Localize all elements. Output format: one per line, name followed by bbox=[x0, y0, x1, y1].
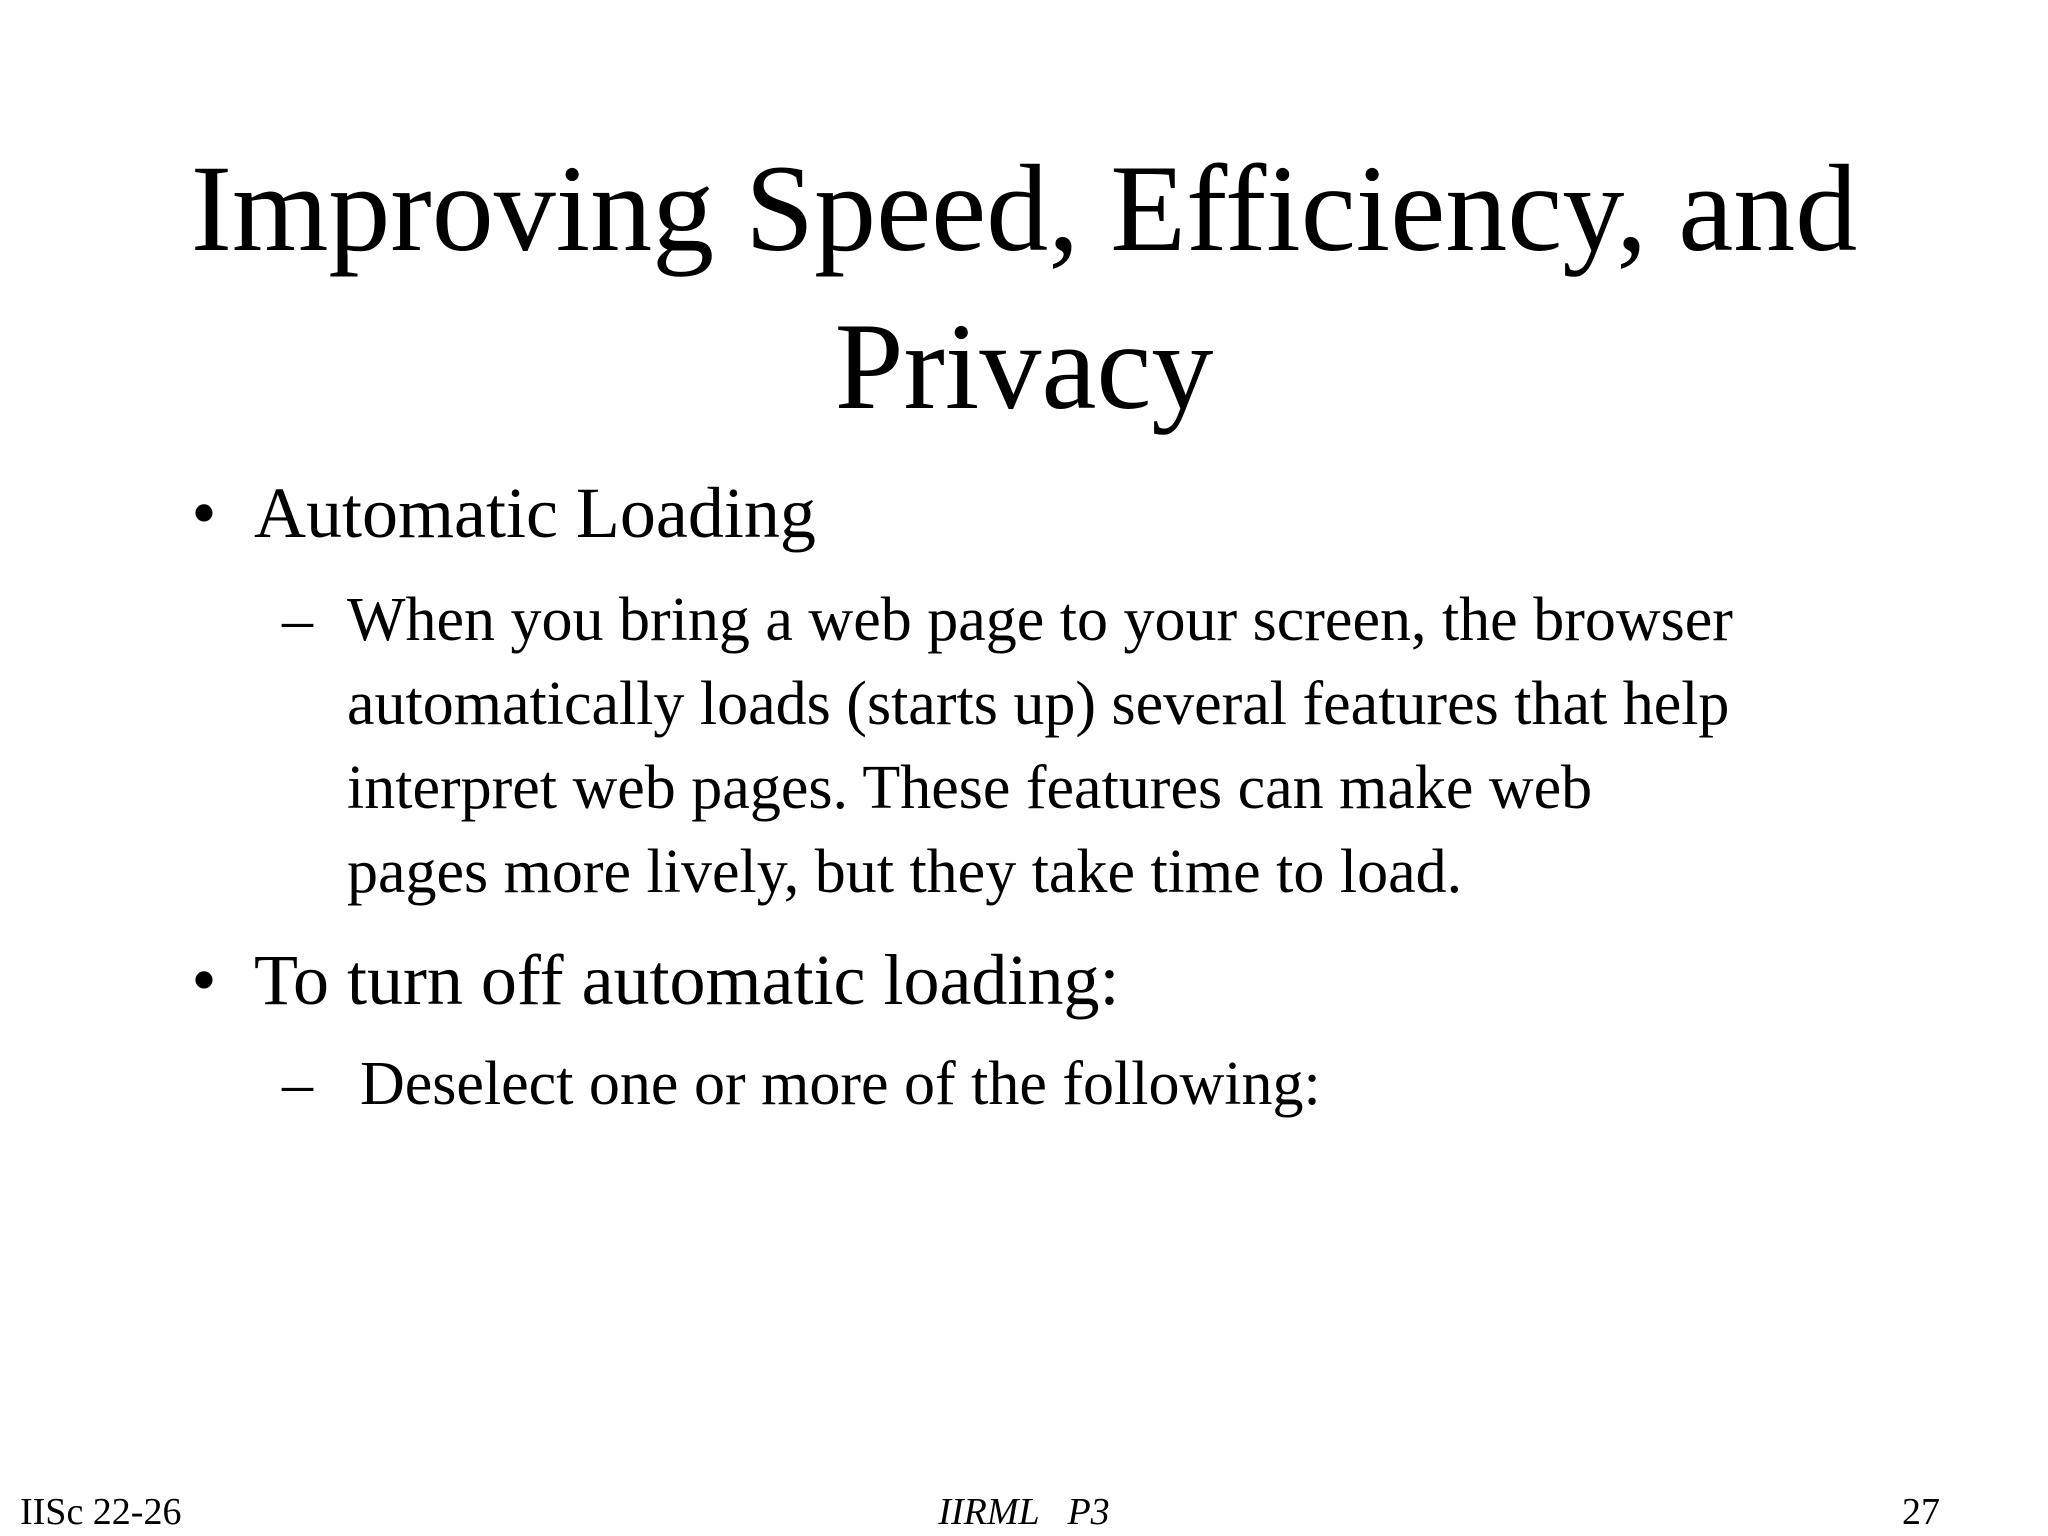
sub-bullet-line-2: automatically loads (starts up) several features that help bbox=[347, 670, 1730, 738]
dash-marker: – bbox=[282, 1050, 313, 1118]
sub-bullet-line-4: pages more lively, but they take time to load. bbox=[347, 838, 1463, 906]
bullet-marker: • bbox=[191, 473, 217, 553]
slide-title-line-2: Privacy bbox=[834, 298, 1214, 435]
footer-left-label: IISc 22-26 bbox=[20, 1491, 182, 1533]
slide-number: 27 bbox=[1902, 1491, 1940, 1533]
dash-marker: – bbox=[282, 586, 313, 654]
bullet-text: To turn off automatic loading: bbox=[254, 940, 1120, 1020]
sub-bullet-paragraph bbox=[347, 578, 1907, 914]
sub-bullet-line-1: Deselect one or more of the following: bbox=[360, 1050, 1321, 1118]
sub-bullet-line-1: When you bring a web page to your screen, the browser bbox=[347, 586, 1733, 654]
footer-center-label bbox=[0, 1490, 2048, 1534]
slide-title bbox=[124, 130, 1924, 446]
bullet-marker: • bbox=[191, 940, 217, 1020]
sub-bullet-line-3: interpret web pages. These features can make web bbox=[347, 754, 1593, 822]
bullet-text: Automatic Loading bbox=[254, 473, 816, 553]
footer-center-text: IIRML P3 bbox=[938, 1491, 1110, 1533]
sub-bullet-paragraph bbox=[360, 1042, 1920, 1126]
slide-title-line-1: Improving Speed, Efficiency, and bbox=[190, 140, 1858, 277]
